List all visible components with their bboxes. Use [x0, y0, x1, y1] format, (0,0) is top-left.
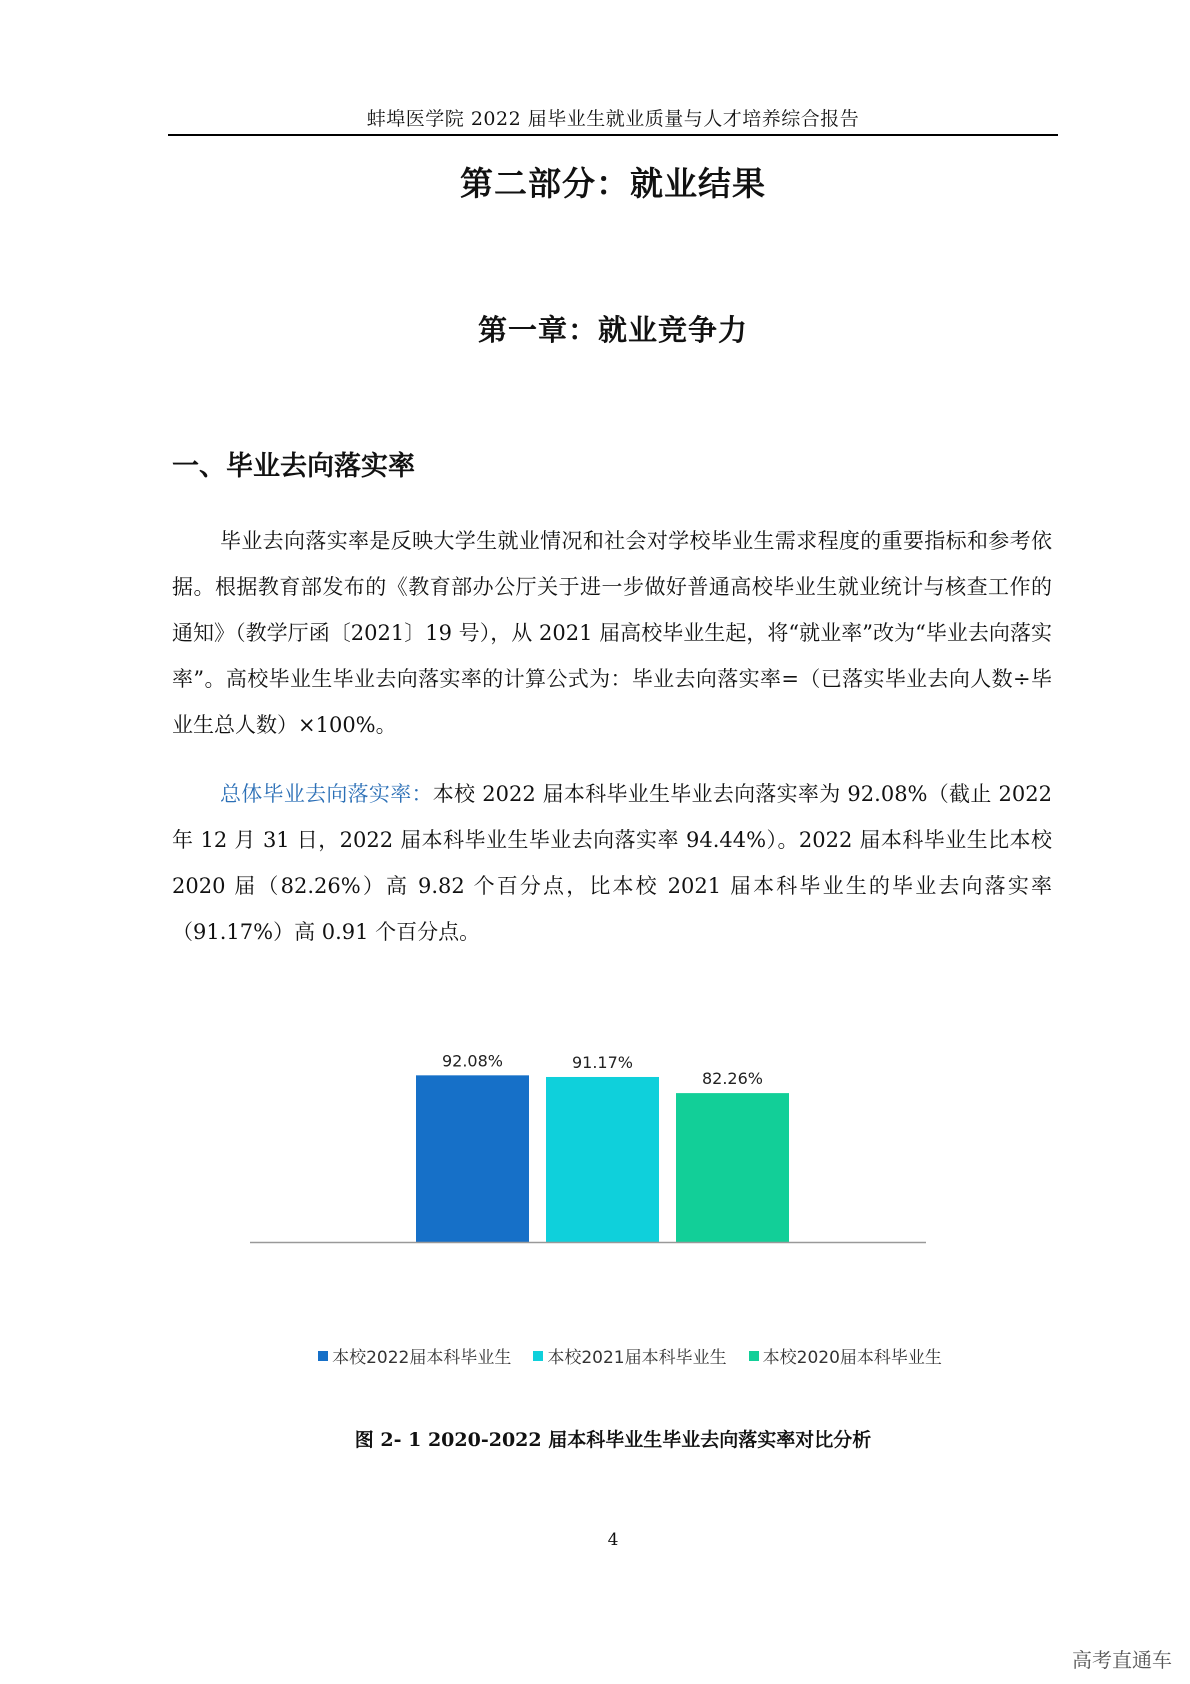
chapter-title: 第一章：就业竞争力 — [477, 313, 748, 347]
bar-1 — [546, 1077, 659, 1242]
figure-caption: 图 2- 1 2020-2022 届本科毕业生毕业去向落实率对比分析 — [354, 1429, 872, 1451]
legend-label-0: 本校2022届本科毕业生 — [332, 1348, 512, 1368]
paragraph-body: 本校 2022 届本科毕业生毕业去向落实率为 92.08%（截止 2022 年 12 月 31 日，2022 届本科毕业生毕业去向落实率 94.44%）。2022 届本科毕业生比本校 2020 届（82.26%）高 9.82 个百分点，比本校 2021 届本科毕业生的毕业去向落实率（91.17%）高 0.91 个百分点。 — [172, 782, 1052, 944]
legend-swatch-1 — [533, 1351, 543, 1361]
section-title: 一、毕业去向落实率 — [172, 451, 415, 482]
data-label-2: 82.26% — [701, 1069, 764, 1089]
highlight-label: 总体毕业去向落实率： — [220, 782, 433, 806]
paragraph-overall-rate — [172, 771, 1052, 955]
part-title: 第二部分：就业结果 — [460, 164, 766, 203]
legend-swatch-0 — [318, 1351, 328, 1361]
data-label-0: 92.08% — [441, 1051, 504, 1071]
chart-canvas — [250, 1030, 990, 1260]
legend-item-2 — [749, 1343, 942, 1368]
legend-item-1 — [533, 1343, 726, 1368]
bar-chart — [250, 1030, 990, 1360]
bar-0 — [416, 1075, 529, 1242]
data-label-1: 91.17% — [571, 1052, 634, 1072]
header-divider — [168, 134, 1058, 136]
legend-swatch-2 — [749, 1351, 759, 1361]
page-number: 4 — [607, 1530, 619, 1550]
legend-label-1: 本校2021届本科毕业生 — [547, 1348, 727, 1368]
legend-label-2: 本校2020届本科毕业生 — [762, 1348, 942, 1368]
legend-item-0 — [318, 1343, 511, 1368]
running-header: 蚌埠医学院 2022 届毕业生就业质量与人才培养综合报告 — [366, 108, 860, 130]
chart-legend — [310, 1343, 950, 1368]
watermark: 高考直通车 — [1072, 1648, 1172, 1672]
paragraph-definition: 毕业去向落实率是反映大学生就业情况和社会对学校毕业生需求程度的重要指标和参考依据。根据教育部发布的《教育部办公厅关于进一步做好普通高校毕业生就业统计与核查工作的通知》（教学厅函〔2021〕19 号），从 2021 届高校毕业生起，将“就业率”改为“毕业去向落实率”。高校毕业生毕业去向落实率的计算公式为：毕业去向落实率=（已落实毕业去向人数÷毕业生总人数）×100%。 — [172, 529, 1052, 737]
bar-2 — [676, 1093, 789, 1242]
